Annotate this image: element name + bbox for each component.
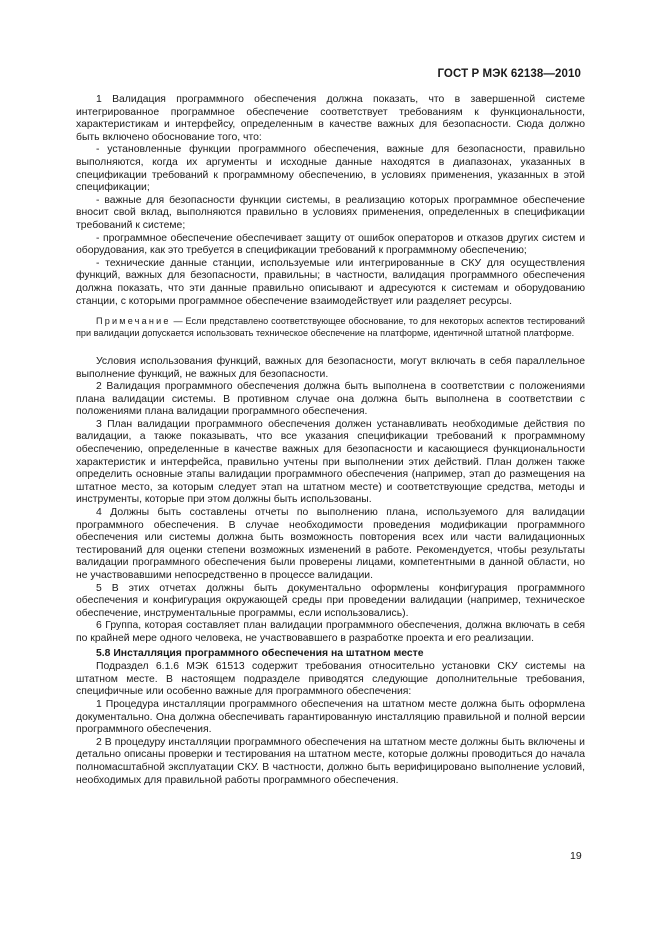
spacer xyxy=(76,349,585,356)
page-number: 19 xyxy=(570,850,582,862)
paragraph-validation-6: 6 Группа, которая составляет план валидации программного обеспечения, должна включать в себя по крайней мере одного человека, не участвовавшего в разработке проекта и его реализации. xyxy=(76,620,585,644)
paragraph-installation-intro: Подраздел 6.1.6 МЭК 61513 содержит требования относительно установки СКУ системы на штатном месте. В настоящем подразделе приводятся следующие дополнительные требования, специфичные или особенно важные для программного обеспечения: xyxy=(76,661,585,698)
document-code-header: ГОСТ Р МЭК 62138—2010 xyxy=(437,68,581,80)
list-item-station-data: - технические данные станции, используемые или интегрированные в СКУ для осуществления функций, важных для безопасности, правильны; в частности, валидация программного обеспечения должна показать, что эти данные правильно описывают и адресуются к системам и оборудованию станции, с которыми программное обеспечение взаимодействует или разделяет ресурсы. xyxy=(76,257,585,307)
list-item-system-functions: - важные для безопасности функции системы, в реализацию которых программное обеспечение вносит свой вклад, выполняются правильно в условиях применения, определенных в спецификации требований к системе; xyxy=(76,194,585,231)
note-text: — Если представлено соответствующее обоснование, то для некоторых аспектов тестирований при валидации допускается использовать техническое обеспечение на платформе, идентичной штатной платформе. xyxy=(76,316,585,338)
list-item-functions: - установленные функции программного обеспечения, важные для безопасности, правильно выполняются, когда их аргументы и исходные данные находятся в диапазонах, указанных в спецификации требований к программному обеспечению, в условиях применения, указанных в этой спецификации; xyxy=(76,144,585,194)
paragraph-conditions: Условия использования функций, важных для безопасности, могут включать в себя параллельное выполнение функций, не важных для безопасности. xyxy=(76,355,585,380)
paragraph-validation-4: 4 Должны быть составлены отчеты по выполнению плана, используемого для валидации программного обеспечения. В случае необходимости проведения модификации программного обеспечения или системы должна быть возможность повторения всех или части валидационных тестирований для оценки степени возможных изменений в работе. Рекомендуется, чтобы результаты валидации программного обеспечения были проверены лицами, компетентными в данной области, но не участвовавшими непосредственно в процессе валидации. xyxy=(76,507,585,581)
paragraph-installation-1: 1 Процедура инсталляции программного обеспечения на штатном месте должна быть оформлена документально. Она должна обеспечивать гарантированную инсталляцию правильной и полной версии программного обеспечения. xyxy=(76,698,585,736)
paragraph-validation-1: 1 Валидация программного обеспечения должна показать, что в завершенной системе интегрированное программное обеспечение соответствует требованиям к функциональности, характеристикам и интерфейсу, определенным в качестве важных для безопасности. Сюда должно быть включено обоснование того, что: xyxy=(76,94,585,143)
note-label: Примечание xyxy=(96,316,171,327)
paragraph-validation-2: 2 Валидация программного обеспечения должна быть выполнена в соответствии с положениями плана валидации системы. В противном случае она должна быть выполнена в соответствии с положениями плана валидации программного обеспечения. xyxy=(76,381,585,418)
list-item-protection: - программное обеспечение обеспечивает защиту от ошибок операторов и отказов других систем и оборудования, как это требуется в спецификации требований к программному обеспечению; xyxy=(76,232,585,257)
page-body xyxy=(76,94,585,787)
paragraph-installation-2: 2 В процедуру инсталляции программного обеспечения на штатном месте должны быть включены и детально описаны проверки и тестирования на штатном месте, которые должны проводиться до начала полномасштабной эксплуатации СКУ. В частности, должно быть верифицировано выполнение условий, необходимых для правильной работы программного обеспечения. xyxy=(76,736,585,786)
section-heading-5-8: 5.8 Инсталляция программного обеспечения на штатном месте xyxy=(96,647,424,659)
note-block xyxy=(76,316,585,339)
paragraph-validation-3: 3 План валидации программного обеспечения должен устанавливать необходимые действия по валидации, а также показывать, что все указания спецификации требований к программному обеспечению, определенные в качестве важных для безопасности и касающиеся функциональности характеристик и интерфейса, правильно учтены при выполнении этих действий. План должен также определить основные этапы валидации программного обеспечения (например, этап до размещения на штатное место, за которым следует этап на штатном месте) и соответствующие средства, методы и инструменты, которые при этом должны быть использованы. xyxy=(76,418,585,506)
paragraph-validation-5: 5 В этих отчетах должны быть документально оформлены конфигурация программного обеспечения и конфигурация окружающей среды при проведении валидации (например, техническое обеспечение, инструментальные программы, если использовались). xyxy=(76,582,585,619)
